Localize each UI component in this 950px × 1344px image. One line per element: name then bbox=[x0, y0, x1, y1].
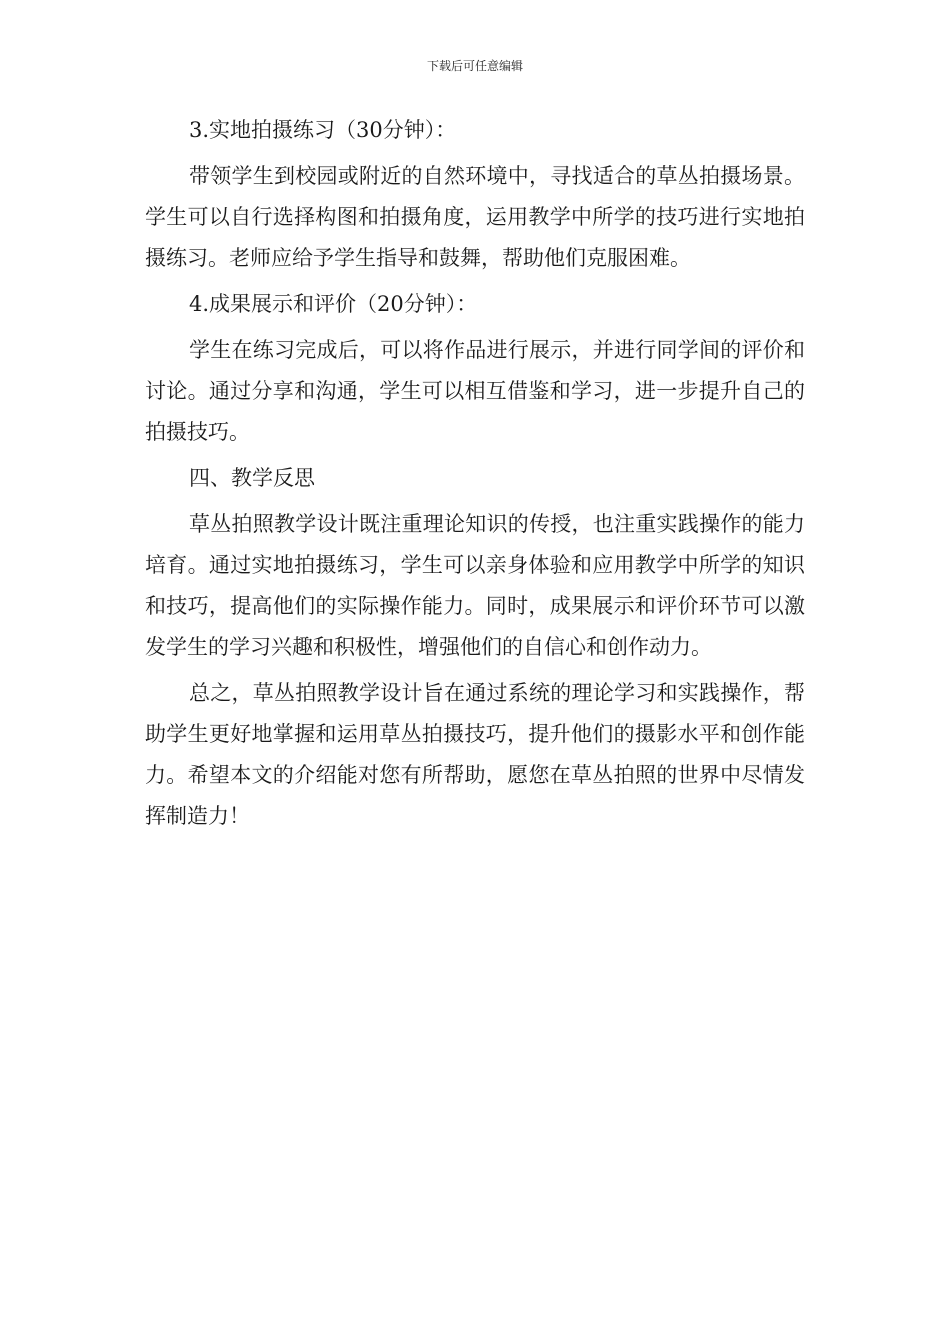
paragraph-showcase: 学生在练习完成后，可以将作品进行展示，并进行同学间的评价和讨论。通过分享和沟通，学生可以相互借鉴和学习，进一步提升自己的拍摄技巧。 bbox=[145, 338, 805, 444]
paragraph-reflection: 草丛拍照教学设计既注重理论知识的传授，也注重实践操作的能力培育。通过实地拍摄练习，学生可以亲身体验和应用教学中所学的知识和技巧，提高他们的实际操作能力。同时，成果展示和评价环节可以激发学生的学习兴趣和积极性，增强他们的自信心和创作动力。 bbox=[145, 512, 805, 659]
section-heading-reflection: 四、教学反思 bbox=[189, 466, 315, 490]
section-heading-field-practice: 3.实地拍摄练习（30分钟）： bbox=[189, 118, 457, 142]
document-body bbox=[145, 110, 805, 837]
section-heading-showcase: 4.成果展示和评价（20分钟）： bbox=[189, 292, 478, 316]
paragraph-field-practice: 带领学生到校园或附近的自然环境中，寻找适合的草丛拍摄场景。学生可以自行选择构图和拍摄角度，运用教学中所学的技巧进行实地拍摄练习。老师应给予学生指导和鼓舞，帮助他们克服困难。 bbox=[145, 164, 805, 270]
paragraph-conclusion: 总之，草丛拍照教学设计旨在通过系统的理论学习和实践操作，帮助学生更好地掌握和运用草丛拍摄技巧，提升他们的摄影水平和创作能力。希望本文的介绍能对您有所帮助，愿您在草丛拍照的世界中尽情发挥制造力！ bbox=[145, 681, 805, 828]
page-header: 下载后可任意编辑 bbox=[426, 59, 523, 73]
